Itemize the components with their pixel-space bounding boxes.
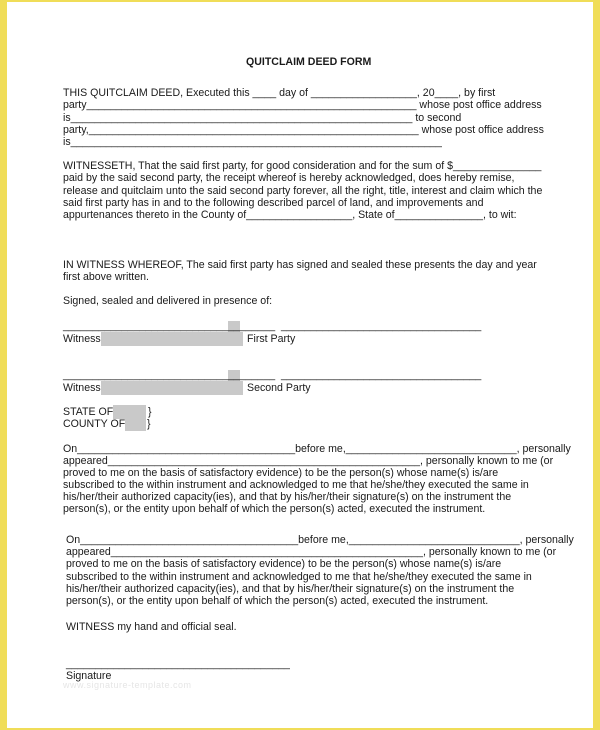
intro-line-4: party,________________________________________________________ whose post office address [63, 124, 544, 136]
notary-1-line-4: subscribed to the within instrument and acknowledged to me that he/she/they executed the same in [63, 479, 529, 491]
notary-2-line-5: his/her/their authorized capacity(ies), and that by his/her/their signature(s) on the instrument the [66, 583, 515, 595]
notary-2-line-2: appeared_____________________________________________________, personally known to me (or [66, 546, 557, 558]
notary-1-line-2: appeared_____________________________________________________, personally known to me (or [63, 455, 554, 467]
watermark: www.signature-template.com [63, 680, 192, 690]
document-title: QUITCLAIM DEED FORM [246, 56, 372, 68]
notary-2-line-4: subscribed to the within instrument and acknowledged to me that he/she/they executed the same in [66, 571, 532, 583]
first-party-label: First Party [247, 333, 296, 345]
signature-line-first-party: ____________________________________ __________________________________ [63, 320, 482, 332]
redaction-box [101, 332, 243, 346]
notary-2-line-3: proved to me on the basis of satisfactory evidence) to be the person(s) whose name(s) is/are [66, 558, 502, 570]
notary-1-line-1: On_____________________________________before me,_____________________________, personally [63, 443, 571, 455]
signed-sealed-text: Signed, sealed and delivered in presence of: [63, 295, 273, 307]
intro-line-2: party________________________________________________________ whose post office address [63, 99, 542, 111]
witness-label: Witness [63, 333, 101, 345]
notary-2-line-6: person(s), or the entity upon behalf of which the person(s) acted, executed the instrument. [66, 595, 489, 607]
county-of-label: COUNTY OF [63, 418, 126, 430]
signature-line: ______________________________________ [66, 658, 290, 670]
official-seal-text: WITNESS my hand and official seal. [66, 621, 237, 633]
notary-2-line-1: On_____________________________________before me,_____________________________, personally [66, 534, 574, 546]
notary-1-line-5: his/her/their authorized capacity(ies), and that by his/her/their signature(s) on the instrument the [63, 491, 512, 503]
redaction-box [125, 417, 146, 431]
signature-line-second-party: ____________________________________ __________________________________ [63, 369, 482, 381]
intro-line-1: THIS QUITCLAIM DEED, Executed this ____ day of __________________, 20____, by first [63, 87, 496, 99]
witnesseth-line-2: paid by the said second party, the receipt whereof is hereby acknowledged, does hereby remise, [63, 172, 515, 184]
notary-1-line-3: proved to me on the basis of satisfactory evidence) to be the person(s) whose name(s) is/are [63, 467, 499, 479]
witnesseth-line-3: release and quitclaim unto the said second party forever, all the right, title, interest and claim which the [63, 185, 543, 197]
state-of-label: STATE OF [63, 406, 114, 418]
witness-label: Witness [63, 382, 101, 394]
notary-1-line-6: person(s), or the entity upon behalf of which the person(s) acted, executed the instrument. [63, 503, 486, 515]
signature-label: Signature [66, 670, 112, 682]
state-brace: } [148, 406, 152, 418]
intro-line-5: is_______________________________________________________________ [63, 136, 442, 148]
county-brace: } [147, 418, 151, 430]
witnesseth-line-5: appurtenances thereto in the County of__________________, State of_______________, to wit: [63, 209, 517, 221]
second-party-label: Second Party [247, 382, 311, 394]
in-witness-line-2: first above written. [63, 271, 149, 283]
witnesseth-line-1: WITNESSETH, That the said first party, for good consideration and for the sum of $_______________ [63, 160, 542, 172]
intro-line-3: is__________________________________________________________ to second [63, 112, 462, 124]
witnesseth-line-4: said first party has in and to the following described parcel of land, and improvements and [63, 197, 484, 209]
redaction-box [101, 381, 243, 395]
in-witness-line-1: IN WITNESS WHEREOF, The said first party has signed and sealed these presents the day and year [63, 259, 537, 271]
